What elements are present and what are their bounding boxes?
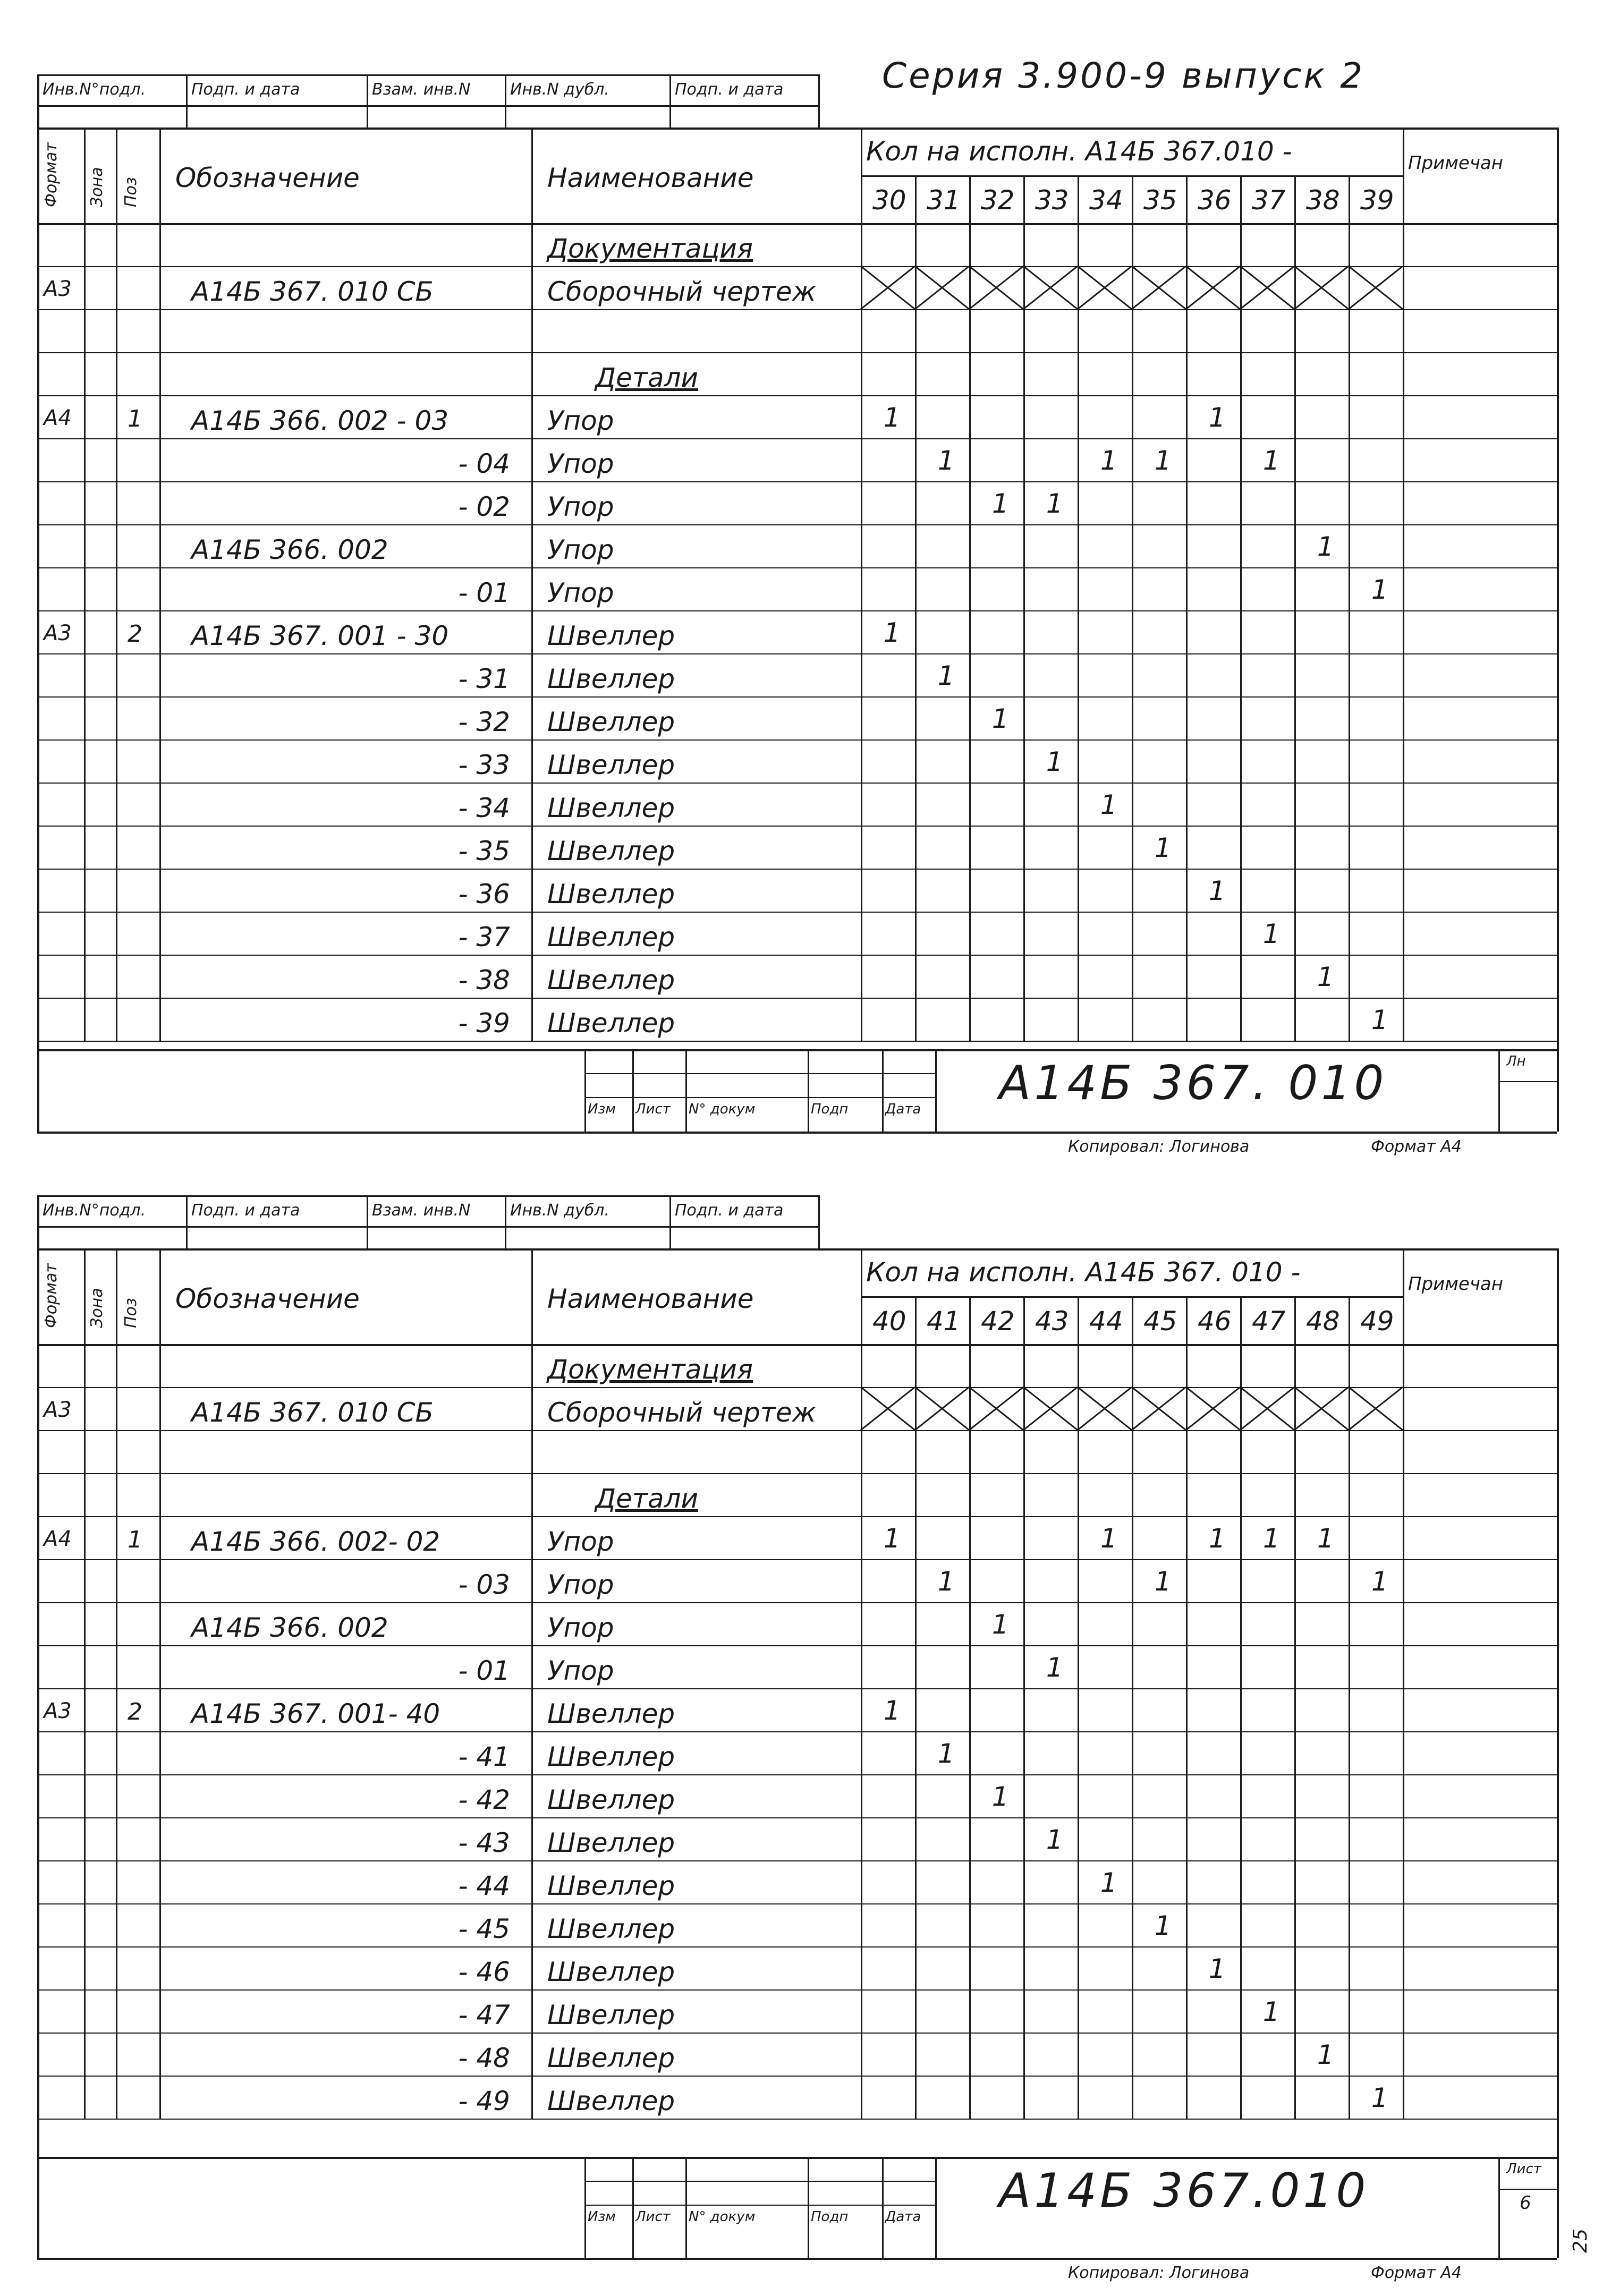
row-name: Документация xyxy=(547,1354,753,1385)
title-block-divider xyxy=(882,2157,884,2258)
title-block-header: Подп xyxy=(811,1101,849,1117)
stamp-top-line xyxy=(37,1195,818,1197)
row-designation: - 49 xyxy=(458,2085,510,2116)
row-name: Сборочный чертеж xyxy=(547,276,816,307)
row-designation: А14Б 366. 002 xyxy=(191,1612,388,1643)
row-name: Упор xyxy=(547,1526,614,1557)
row-name: Швеллер xyxy=(547,921,675,953)
row-format: А3 xyxy=(44,620,72,645)
sheet-box-line xyxy=(1498,1081,1557,1082)
pos-column-header: Поз xyxy=(122,1298,140,1328)
copied-by: Копировал: Логинова xyxy=(1068,2264,1250,2282)
not-applicable-cross-icon xyxy=(1023,266,1078,309)
stamp-divider xyxy=(505,74,506,127)
row-format: А3 xyxy=(44,276,72,301)
variant-number: 47 xyxy=(1252,1306,1286,1337)
variant-number: 37 xyxy=(1252,185,1286,216)
quantity-mark: 1 xyxy=(991,1609,1009,1640)
quantity-mark: 1 xyxy=(937,1738,955,1769)
table-top-line xyxy=(37,1248,1557,1251)
designation-column-header: Обозначение xyxy=(175,1283,360,1314)
title-block-divider xyxy=(584,1049,586,1132)
row-name: Документация xyxy=(547,233,753,264)
variant-number: 46 xyxy=(1198,1306,1232,1337)
row-designation: - 01 xyxy=(458,577,510,608)
title-block-row xyxy=(584,1097,935,1098)
row-designation: - 37 xyxy=(458,921,510,953)
row-position: 2 xyxy=(128,620,142,648)
row-name: Швеллер xyxy=(547,2042,675,2073)
row-designation: А14Б 367. 001 - 30 xyxy=(191,620,449,651)
row-line xyxy=(37,1903,1557,1904)
row-line xyxy=(37,998,1557,999)
variant-number: 39 xyxy=(1360,185,1394,216)
row-line xyxy=(37,567,1557,568)
row-format: А4 xyxy=(44,1526,72,1551)
stamp-header-label: Инв.N°подл. xyxy=(43,80,146,99)
row-designation: - 31 xyxy=(458,663,510,694)
row-line xyxy=(37,1430,1557,1431)
title-block-header: Изм xyxy=(588,2209,616,2225)
row-line xyxy=(37,2076,1557,2077)
quantity-mark: 1 xyxy=(1371,574,1388,605)
quantity-mark: 1 xyxy=(937,445,955,476)
not-applicable-cross-icon xyxy=(915,1387,969,1430)
stamp-divider xyxy=(186,74,188,127)
row-name: Сборочный чертеж xyxy=(547,1397,816,1428)
variant-number: 35 xyxy=(1143,185,1177,216)
stamp-header-label: Подп. и дата xyxy=(675,1201,784,1220)
qty-header-label: Кол на исполн. А14Б 367.010 - xyxy=(866,136,1292,167)
row-designation: - 47 xyxy=(458,1999,510,2030)
quantity-mark: 1 xyxy=(1100,445,1117,476)
quantity-mark: 1 xyxy=(883,402,901,433)
quantity-mark: 1 xyxy=(1100,1523,1117,1554)
zone-column-header: Зона xyxy=(88,167,106,207)
row-designation: - 41 xyxy=(458,1741,510,1772)
stamp-header-label: Взам. инв.N xyxy=(372,1201,471,1220)
row-name: Швеллер xyxy=(547,706,675,737)
stamp-mid-line xyxy=(37,105,818,107)
row-name: Упор xyxy=(547,1655,614,1686)
stamp-top-line xyxy=(37,74,818,76)
row-name: Детали xyxy=(595,1483,699,1514)
row-designation: - 44 xyxy=(458,1870,510,1901)
row-name: Швеллер xyxy=(547,1870,675,1901)
title-block-header: N° докум xyxy=(689,2209,756,2225)
not-applicable-cross-icon xyxy=(1349,266,1403,309)
variant-number: 45 xyxy=(1143,1306,1177,1337)
stamp-mid-line xyxy=(37,1226,818,1228)
row-line xyxy=(37,955,1557,956)
quantity-mark: 1 xyxy=(1262,445,1280,476)
row-line xyxy=(37,352,1557,353)
stamp-header-label: Инв.N дубл. xyxy=(510,80,609,99)
title-block-row xyxy=(584,2181,935,2182)
title-block-header: Дата xyxy=(885,2209,921,2225)
format-note: Формат А4 xyxy=(1371,1137,1462,1156)
row-format: А3 xyxy=(44,1397,72,1422)
row-line xyxy=(37,1774,1557,1775)
name-column-header: Наименование xyxy=(547,1283,754,1314)
quantity-mark: 1 xyxy=(1208,402,1226,433)
quantity-mark: 1 xyxy=(1317,1523,1334,1554)
variant-number: 48 xyxy=(1306,1306,1340,1337)
row-format: А3 xyxy=(44,1698,72,1723)
not-applicable-cross-icon xyxy=(969,1387,1023,1430)
not-applicable-cross-icon xyxy=(1240,1387,1294,1430)
row-line xyxy=(37,2033,1557,2034)
quantity-mark: 1 xyxy=(1154,1566,1172,1597)
note-column-header: Примечан xyxy=(1408,1273,1503,1295)
row-line xyxy=(37,783,1557,784)
not-applicable-cross-icon xyxy=(1186,1387,1240,1430)
row-line xyxy=(37,610,1557,611)
row-name: Швеллер xyxy=(547,1913,675,1944)
quantity-mark: 1 xyxy=(937,1566,955,1597)
title-block-header: N° докум xyxy=(689,1101,756,1117)
title-block-divider xyxy=(632,2157,634,2258)
row-format: А4 xyxy=(44,405,72,430)
row-designation: - 43 xyxy=(458,1827,510,1858)
title-block-divider xyxy=(632,1049,634,1132)
row-designation: - 46 xyxy=(458,1956,510,1987)
stamp-divider xyxy=(37,1195,39,1248)
variant-number: 43 xyxy=(1035,1306,1069,1337)
table-top-line xyxy=(37,127,1557,130)
not-applicable-cross-icon xyxy=(1023,1387,1078,1430)
not-applicable-cross-icon xyxy=(1078,266,1132,309)
row-name: Швеллер xyxy=(547,1741,675,1772)
row-name: Упор xyxy=(547,448,614,479)
row-line xyxy=(37,1731,1557,1732)
column-divider xyxy=(531,1248,533,2119)
row-line xyxy=(37,1860,1557,1861)
row-name: Упор xyxy=(547,1569,614,1600)
row-line xyxy=(37,1688,1557,1689)
not-applicable-cross-icon xyxy=(915,266,969,309)
row-name: Швеллер xyxy=(547,1007,675,1039)
stamp-header-label: Подп. и дата xyxy=(191,80,300,99)
row-line xyxy=(37,1041,1557,1042)
row-name: Швеллер xyxy=(547,835,675,866)
quantity-mark: 1 xyxy=(1208,875,1226,906)
row-name: Швеллер xyxy=(547,663,675,694)
table-header-bottom-line xyxy=(37,1344,1557,1346)
variant-number: 33 xyxy=(1035,185,1069,216)
quantity-mark: 1 xyxy=(883,617,901,648)
row-name: Упор xyxy=(547,534,614,565)
title-block-row xyxy=(584,2205,935,2206)
variant-number: 40 xyxy=(872,1306,906,1337)
variant-number: 32 xyxy=(981,185,1015,216)
row-name: Упор xyxy=(547,405,614,436)
row-line xyxy=(37,1516,1557,1517)
not-applicable-cross-icon xyxy=(1132,266,1186,309)
quantity-mark: 1 xyxy=(1371,1004,1388,1035)
quantity-mark: 1 xyxy=(1046,746,1063,777)
variant-number: 30 xyxy=(872,185,906,216)
row-name: Швеллер xyxy=(547,749,675,780)
stamp-header-label: Инв.N°подл. xyxy=(43,1201,146,1220)
quantity-mark: 1 xyxy=(883,1695,901,1726)
sheet-box-divider xyxy=(1498,2157,1500,2258)
not-applicable-cross-icon xyxy=(1132,1387,1186,1430)
title-block-divider xyxy=(584,2157,586,2258)
not-applicable-cross-icon xyxy=(1294,266,1349,309)
specification-sheet-2 xyxy=(0,1158,1611,2296)
not-applicable-cross-icon xyxy=(1240,266,1294,309)
title-block-header: Дата xyxy=(885,1101,921,1117)
variant-number: 31 xyxy=(927,185,961,216)
title-block-divider xyxy=(882,1049,884,1132)
quantity-mark: 1 xyxy=(1262,1996,1280,2027)
row-name: Детали xyxy=(595,362,699,393)
row-designation: - 42 xyxy=(458,1784,510,1815)
frame-bottom xyxy=(37,1132,1557,1134)
pos-column-header: Поз xyxy=(122,177,140,207)
quantity-mark: 1 xyxy=(1317,961,1334,992)
title-block-row xyxy=(584,1073,935,1074)
zone-column-header: Зона xyxy=(88,1288,106,1328)
row-designation: - 34 xyxy=(458,792,510,823)
quantity-mark: 1 xyxy=(1100,1867,1117,1898)
stamp-divider xyxy=(818,74,820,127)
quantity-mark: 1 xyxy=(1262,918,1280,949)
row-name: Швеллер xyxy=(547,1999,675,2030)
row-name: Швеллер xyxy=(547,1784,675,1815)
stamp-divider xyxy=(818,1195,820,1248)
row-line xyxy=(37,739,1557,741)
row-position: 1 xyxy=(128,405,142,432)
row-line xyxy=(37,653,1557,654)
row-designation: - 32 xyxy=(458,706,510,737)
variant-number: 44 xyxy=(1089,1306,1123,1337)
row-line xyxy=(37,438,1557,439)
row-position: 2 xyxy=(128,1698,142,1725)
stamp-header-label: Инв.N дубл. xyxy=(510,1201,609,1220)
variant-number: 36 xyxy=(1198,185,1232,216)
quantity-mark: 1 xyxy=(1100,789,1117,820)
row-name: Швеллер xyxy=(547,878,675,909)
sheet-label: Лн xyxy=(1506,1053,1526,1069)
stamp-header-label: Взам. инв.N xyxy=(372,80,471,99)
sheet-box-line xyxy=(1498,2189,1557,2190)
row-designation: А14Б 367. 010 СБ xyxy=(191,276,434,307)
not-applicable-cross-icon xyxy=(1186,266,1240,309)
table-header-bottom-line xyxy=(37,223,1557,225)
row-line xyxy=(37,309,1557,310)
title-block-header: Лист xyxy=(635,1101,671,1117)
row-name: Швеллер xyxy=(547,2085,675,2116)
column-divider xyxy=(1403,1248,1404,2119)
stamp-divider xyxy=(186,1195,188,1248)
stamp-divider xyxy=(37,74,39,127)
row-designation: - 45 xyxy=(458,1913,510,1944)
not-applicable-cross-icon xyxy=(1349,1387,1403,1430)
format-note: Формат А4 xyxy=(1371,2264,1462,2282)
row-line xyxy=(37,481,1557,482)
title-block-divider xyxy=(685,2157,687,2258)
title-block-header: Подп xyxy=(811,2209,849,2225)
row-designation: - 36 xyxy=(458,878,510,909)
stamp-divider xyxy=(367,74,368,127)
row-name: Упор xyxy=(547,577,614,608)
quantity-mark: 1 xyxy=(1208,1523,1226,1554)
row-designation: - 39 xyxy=(458,1007,510,1039)
variant-number: 34 xyxy=(1089,185,1123,216)
designation-column-header: Обозначение xyxy=(175,163,360,193)
row-designation: - 02 xyxy=(458,491,510,522)
column-divider xyxy=(1403,127,1404,1041)
row-designation: - 04 xyxy=(458,448,510,479)
row-line xyxy=(37,1559,1557,1560)
row-designation: - 01 xyxy=(458,1655,510,1686)
frame-right xyxy=(1557,1248,1559,2258)
quantity-mark: 1 xyxy=(991,1781,1009,1812)
document-code: А14Б 367. 010 xyxy=(999,1056,1387,1110)
title-block-divider xyxy=(808,1049,809,1132)
column-divider xyxy=(861,127,862,1041)
variant-number: 42 xyxy=(981,1306,1015,1337)
quantity-mark: 1 xyxy=(1046,1824,1063,1855)
row-designation: А14Б 367. 001- 40 xyxy=(191,1698,440,1729)
row-line xyxy=(37,1602,1557,1603)
title-block-top-line xyxy=(37,2157,1557,2159)
row-line xyxy=(37,696,1557,698)
frame-bottom xyxy=(37,2258,1557,2260)
row-position: 1 xyxy=(128,1526,142,1553)
not-applicable-cross-icon xyxy=(969,266,1023,309)
stamp-header-label: Подп. и дата xyxy=(675,80,784,99)
stamp-header-label: Подп. и дата xyxy=(191,1201,300,1220)
row-designation: - 48 xyxy=(458,2042,510,2073)
not-applicable-cross-icon xyxy=(1294,1387,1349,1430)
series-title: Серия 3.900-9 выпуск 2 xyxy=(882,55,1365,96)
sheet-box-divider xyxy=(1498,1049,1500,1132)
quantity-mark: 1 xyxy=(1208,1953,1226,1984)
note-column-header: Примечан xyxy=(1408,152,1503,174)
stamp-divider xyxy=(669,74,671,127)
quantity-mark: 1 xyxy=(1317,2039,1334,2070)
not-applicable-cross-icon xyxy=(861,266,915,309)
quantity-mark: 1 xyxy=(991,488,1009,519)
quantity-mark: 1 xyxy=(937,660,955,691)
row-line xyxy=(37,524,1557,525)
quantity-mark: 1 xyxy=(1046,488,1063,519)
quantity-mark: 1 xyxy=(1154,832,1172,863)
row-line xyxy=(37,869,1557,870)
row-line xyxy=(37,912,1557,913)
row-designation: А14Б 367. 010 СБ xyxy=(191,1397,434,1428)
quantity-mark: 1 xyxy=(991,703,1009,734)
row-designation: - 33 xyxy=(458,749,510,780)
variant-number: 49 xyxy=(1360,1306,1394,1337)
stamp-divider xyxy=(669,1195,671,1248)
not-applicable-cross-icon xyxy=(861,1387,915,1430)
row-designation: А14Б 366. 002 xyxy=(191,534,388,565)
title-block-top-line xyxy=(37,1049,1557,1051)
column-divider xyxy=(861,1248,862,2119)
row-designation: - 03 xyxy=(458,1569,510,1600)
row-name: Швеллер xyxy=(547,1827,675,1858)
qty-header-label: Кол на исполн. А14Б 367. 010 - xyxy=(866,1257,1301,1288)
sheet-number: 6 xyxy=(1520,2192,1531,2214)
quantity-mark: 1 xyxy=(1371,1566,1388,1597)
frame-right xyxy=(1557,127,1559,1132)
title-block-header: Изм xyxy=(588,1101,616,1117)
row-line xyxy=(37,395,1557,396)
copied-by: Копировал: Логинова xyxy=(1068,1137,1250,1156)
row-line xyxy=(37,1817,1557,1818)
row-name: Швеллер xyxy=(547,1698,675,1729)
row-name: Упор xyxy=(547,1612,614,1643)
column-divider xyxy=(531,127,533,1041)
row-name: Швеллер xyxy=(547,1956,675,1987)
row-line xyxy=(37,2119,1557,2120)
row-name: Швеллер xyxy=(547,964,675,996)
row-name: Упор xyxy=(547,491,614,522)
quantity-mark: 1 xyxy=(1154,1910,1172,1941)
row-name: Швеллер xyxy=(547,620,675,651)
title-block-divider xyxy=(935,2157,937,2258)
sheet-label: Лист xyxy=(1506,2161,1541,2177)
row-line xyxy=(37,826,1557,827)
page-number: 25 xyxy=(1569,2229,1591,2253)
variant-number: 38 xyxy=(1306,185,1340,216)
format-column-header: Формат xyxy=(42,1263,61,1328)
row-line xyxy=(37,1946,1557,1948)
quantity-mark: 1 xyxy=(883,1523,901,1554)
row-designation: А14Б 366. 002- 02 xyxy=(191,1526,440,1557)
quantity-mark: 1 xyxy=(1262,1523,1280,1554)
title-block-header: Лист xyxy=(635,2209,671,2225)
title-block-divider xyxy=(935,1049,937,1132)
quantity-mark: 1 xyxy=(1317,531,1334,562)
title-block-divider xyxy=(808,2157,809,2258)
quantity-mark: 1 xyxy=(1371,2082,1388,2113)
not-applicable-cross-icon xyxy=(1078,1387,1132,1430)
quantity-mark: 1 xyxy=(1154,445,1172,476)
stamp-divider xyxy=(505,1195,506,1248)
row-designation: - 35 xyxy=(458,835,510,866)
row-line xyxy=(37,1473,1557,1474)
row-name: Швеллер xyxy=(547,792,675,823)
row-line xyxy=(37,1645,1557,1646)
format-column-header: Формат xyxy=(42,142,61,207)
title-block-divider xyxy=(685,1049,687,1132)
row-line xyxy=(37,1989,1557,1991)
name-column-header: Наименование xyxy=(547,163,754,193)
quantity-mark: 1 xyxy=(1046,1652,1063,1683)
variant-number: 41 xyxy=(927,1306,961,1337)
row-designation: А14Б 366. 002 - 03 xyxy=(191,405,449,436)
row-designation: - 38 xyxy=(458,964,510,996)
document-code: А14Б 367.010 xyxy=(999,2163,1369,2218)
stamp-divider xyxy=(367,1195,368,1248)
